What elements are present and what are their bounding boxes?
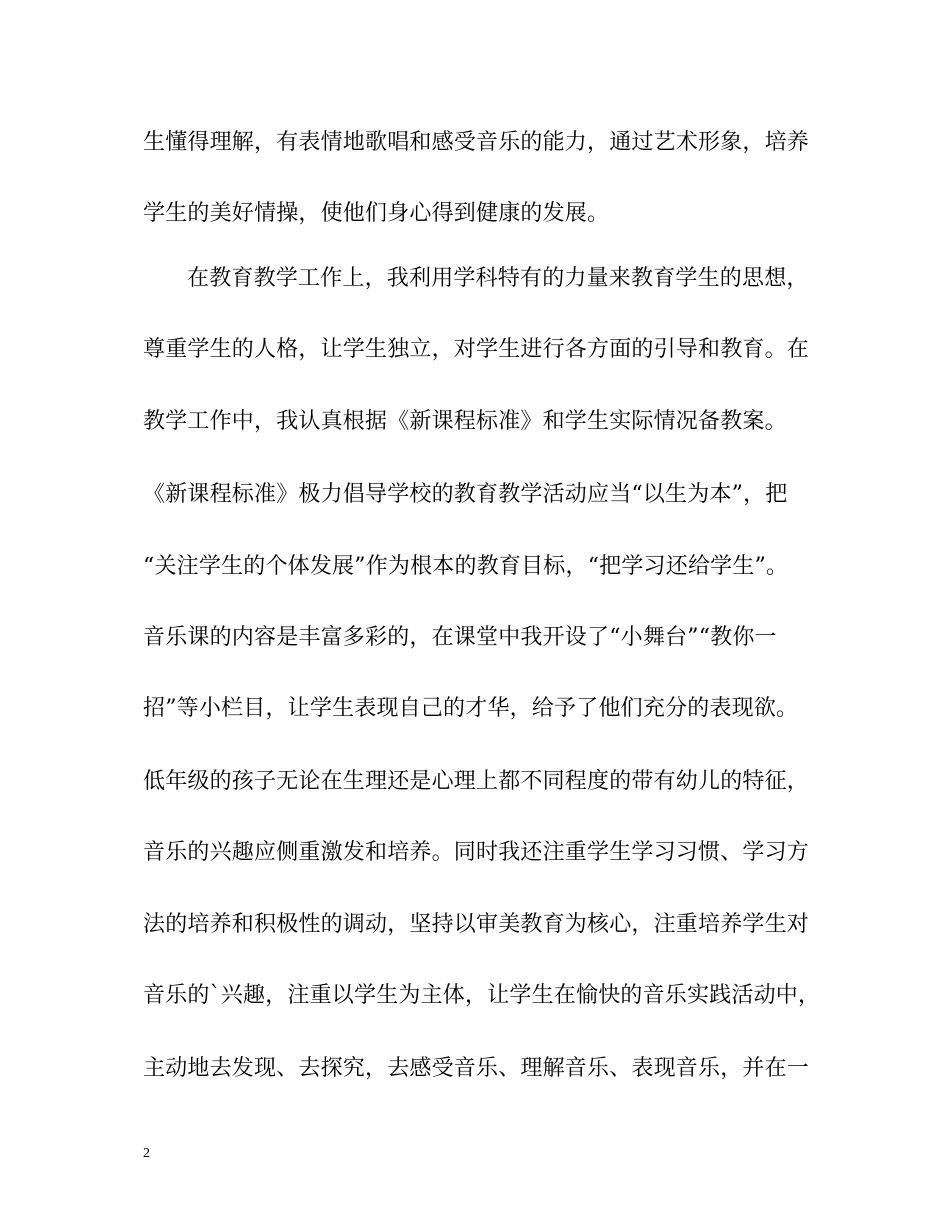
text-line-4: 尊重学生的人格，让学生独立，对学生进行各方面的引导和教育。在 bbox=[143, 337, 810, 362]
text-line-6: 《新课程标准》极力倡导学校的教育教学活动应当“以生为本”，把 bbox=[143, 482, 788, 507]
text-line-12: 法的培养和积极性的调动，坚持以审美教育为核心，注重培养学生对 bbox=[143, 912, 810, 937]
page-number: 2 bbox=[143, 1146, 150, 1161]
text-line-9: 招”等小栏目，让学生表现自己的才华，给予了他们充分的表现欲。 bbox=[143, 696, 799, 721]
text-line-3: 在教育教学工作上，我利用学科特有的力量来教育学生的思想， bbox=[187, 266, 809, 291]
text-line-14: 主动地去发现、去探究，去感受音乐、理解音乐、表现音乐，并在一 bbox=[143, 1056, 810, 1081]
text-line-8: 音乐课的内容是丰富多彩的，在课堂中我开设了“小舞台”“教你一 bbox=[143, 625, 777, 650]
text-line-1: 生懂得理解，有表情地歌唱和感受音乐的能力，通过艺术形象，培养 bbox=[143, 130, 810, 155]
text-line-10: 低年级的孩子无论在生理还是心理上都不同程度的带有幼儿的特征， bbox=[143, 769, 810, 794]
text-line-13: 音乐的`兴趣，注重以学生为主体，让学生在愉快的音乐实践活动中， bbox=[143, 983, 821, 1008]
text-line-7: “关注学生的个体发展”作为根本的教育目标，“把学习还给学生”。 bbox=[143, 554, 789, 579]
text-line-5: 教学工作中，我认真根据《新课程标准》和学生实际情况备教案。 bbox=[143, 409, 787, 434]
text-line-11: 音乐的兴趣应侧重激发和培养。同时我还注重学生学习习惯、学习方 bbox=[143, 840, 810, 865]
text-line-2: 学生的美好情操，使他们身心得到健康的发展。 bbox=[143, 201, 610, 226]
